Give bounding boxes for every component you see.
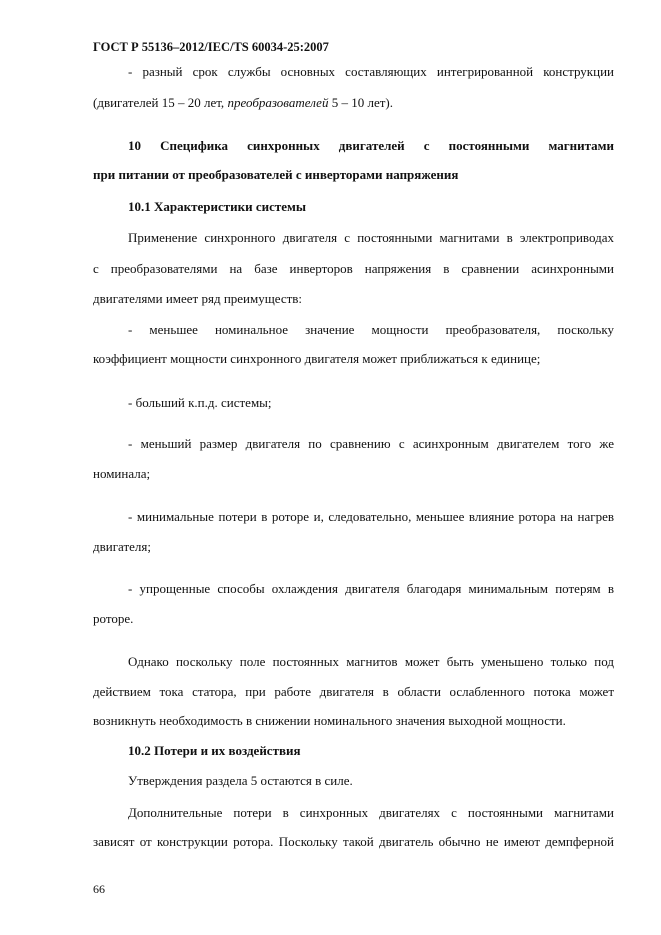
subsection-heading: 10.1 Характеристики системы: [128, 199, 307, 214]
text-line: с преобразователями на базе инверторов напряжения в сравнении асинхронными: [93, 261, 614, 276]
text-line: возникнуть необходимость в снижении номинального значения выходной мощности.: [93, 713, 566, 728]
text-line: (двигателей 15 – 20 лет, преобразователей 5 – 10 лет).: [93, 95, 393, 110]
list-item: - меньшее номинальное значение мощности преобразователя, поскольку: [128, 322, 614, 337]
page-number: 66: [93, 882, 105, 896]
text-line: Применение синхронного двигателя с постоянными магнитами в электроприводах: [128, 230, 614, 245]
text-line: зависят от конструкции ротора. Поскольку такой двигатель обычно не имеют демпферной: [93, 834, 614, 849]
document-header: ГОСТ Р 55136–2012/IEC/TS 60034-25:2007: [93, 40, 329, 54]
text-line: двигателями имеет ряд преимуществ:: [93, 291, 303, 306]
list-item: - упрощенные способы охлаждения двигателя благодаря минимальным потерям в: [128, 581, 614, 596]
subsection-heading: 10.2 Потери и их воздействия: [128, 743, 301, 758]
list-item-cont: коэффициент мощности синхронного двигателя может приближаться к единице;: [93, 351, 541, 366]
section-heading-cont: при питании от преобразователей с инверторами напряжения: [93, 167, 459, 182]
list-item: - меньший размер двигателя по сравнению с асинхронным двигателем того же: [128, 436, 614, 451]
list-item: - больший к.п.д. системы;: [128, 395, 272, 410]
text-line: - разный срок службы основных составляющих интегрированной конструкции: [128, 64, 614, 79]
text-line: Однако поскольку поле постоянных магнитов может быть уменьшено только под: [128, 654, 614, 669]
text-line: Дополнительные потери в синхронных двигателях с постоянными магнитами: [128, 805, 614, 820]
text-line: Утверждения раздела 5 остаются в силе.: [128, 773, 353, 788]
text-line: действием тока статора, при работе двигателя в области ослабленного потока может: [93, 684, 614, 699]
list-item-cont: номинала;: [93, 466, 151, 481]
list-item-cont: двигателя;: [93, 539, 152, 554]
list-item-cont: роторе.: [93, 611, 134, 626]
list-item: - минимальные потери в роторе и, следовательно, меньшее влияние ротора на нагрев: [128, 509, 614, 524]
section-heading: 10 Специфика синхронных двигателей с постоянными магнитами: [128, 138, 614, 153]
